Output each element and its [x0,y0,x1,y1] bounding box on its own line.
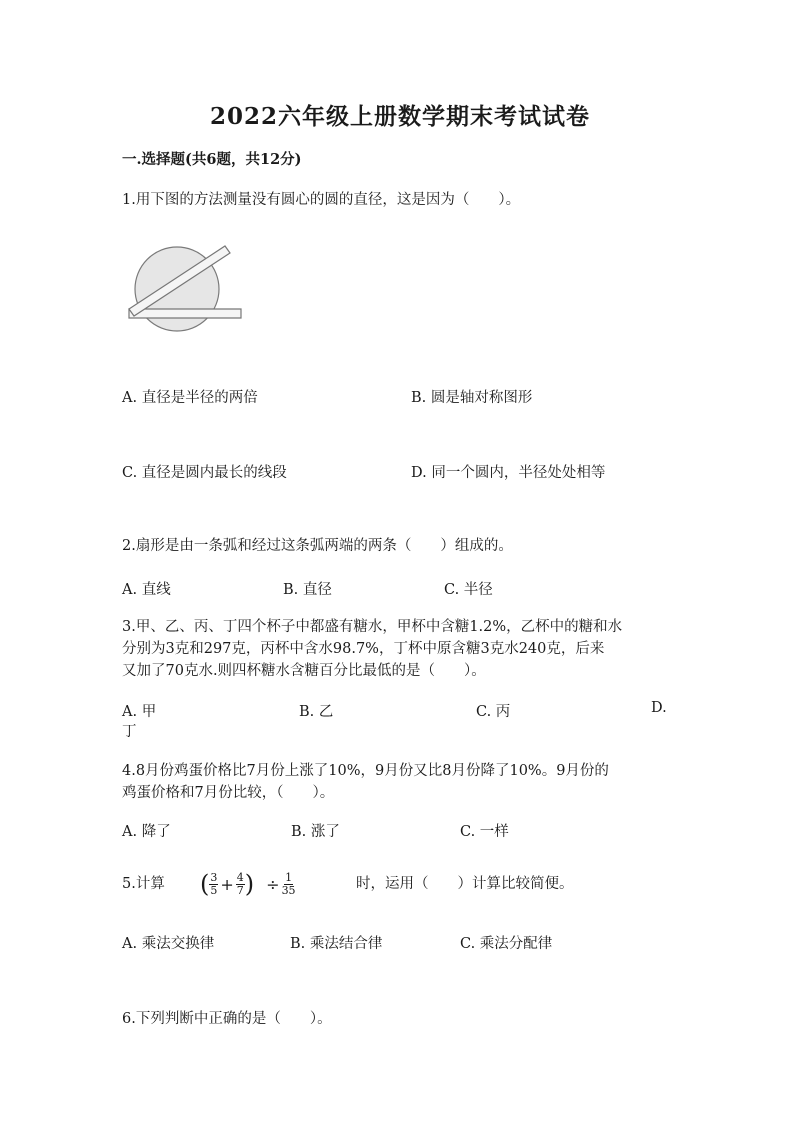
q3-option-c: C. 丙 [476,704,511,720]
q4-option-c: C. 一样 [460,824,509,840]
q2-option-c: C. 半径 [444,582,493,598]
q3-option-a: A. 甲 [122,704,157,720]
q1-option-a: A. 直径是半径的两倍 [122,390,258,406]
question-5-suffix: 时，运用（ ）计算比较简便。 [356,876,574,892]
fraction-numerator: 3 [210,870,218,884]
question-3-line-2: 分别为3克和297克，丙杯中含水98.7%，丁杯中原含糖3克水240克，后来 [122,641,605,657]
fraction-4-7 [236,872,245,897]
plus-sign: + [220,874,234,894]
question-4-line-2: 鸡蛋价格和7月份比较，（ ）。 [122,785,335,801]
fraction-denominator: 7 [236,883,244,897]
question-3-line-1: 3.甲、乙、丙、丁四个杯子中都盛有糖水，甲杯中含糖1.2%，乙杯中的糖和水 [122,619,623,635]
question-5-prefix: 5.计算 [122,876,165,892]
fraction-3-5 [209,872,218,897]
question-4-line-1: 4.8月份鸡蛋价格比7月份上涨了10%，9月份又比8月份降了10%。9月份的 [122,763,609,779]
q1-option-b: B. 圆是轴对称图形 [411,390,533,406]
fraction-denominator: 5 [210,883,218,897]
section-heading: 一.选择题(共6题，共12分) [122,151,302,168]
question-6-text: 6.下列判断中正确的是（ ）。 [122,1011,332,1027]
open-paren: ( [200,870,210,898]
fraction-1-35 [282,872,296,897]
q3-option-d-wrap: 丁 [122,724,137,740]
q5-option-a: A. 乘法交换律 [122,936,215,952]
q5-option-c: C. 乘法分配律 [460,936,553,952]
q5-option-b: B. 乘法结合律 [290,936,383,952]
fraction-denominator: 35 [281,883,296,897]
q2-option-b: B. 直径 [283,582,332,598]
q3-option-b: B. 乙 [299,704,334,720]
q1-option-c: C. 直径是圆内最长的线段 [122,465,287,481]
q3-option-d: D. [651,700,667,716]
q4-option-a: A. 降了 [122,824,171,840]
ruler-horizontal [129,309,241,318]
fraction-numerator: 1 [285,870,293,884]
close-paren: ) [244,870,255,898]
question-3-line-3: 又加了70克水.则四杯糖水含糖百分比最低的是（ ）。 [122,663,486,679]
question-2-text: 2.扇形是由一条弧和经过这条弧两端的两条（ ）组成的。 [122,538,513,554]
question-1-text: 1.用下图的方法测量没有圆心的圆的直径，这是因为（ ）。 [122,192,521,208]
fraction-numerator: 4 [236,870,244,884]
division-sign: ÷ [266,874,280,894]
q4-option-b: B. 涨了 [291,824,340,840]
q1-option-d: D. 同一个圆内，半径处处相等 [411,465,606,481]
page-title: 2022六年级上册数学期末考试试卷 [209,103,590,130]
q2-option-a: A. 直线 [122,582,171,598]
circle-ruler-figure [126,243,244,341]
q5-expression [200,862,296,906]
